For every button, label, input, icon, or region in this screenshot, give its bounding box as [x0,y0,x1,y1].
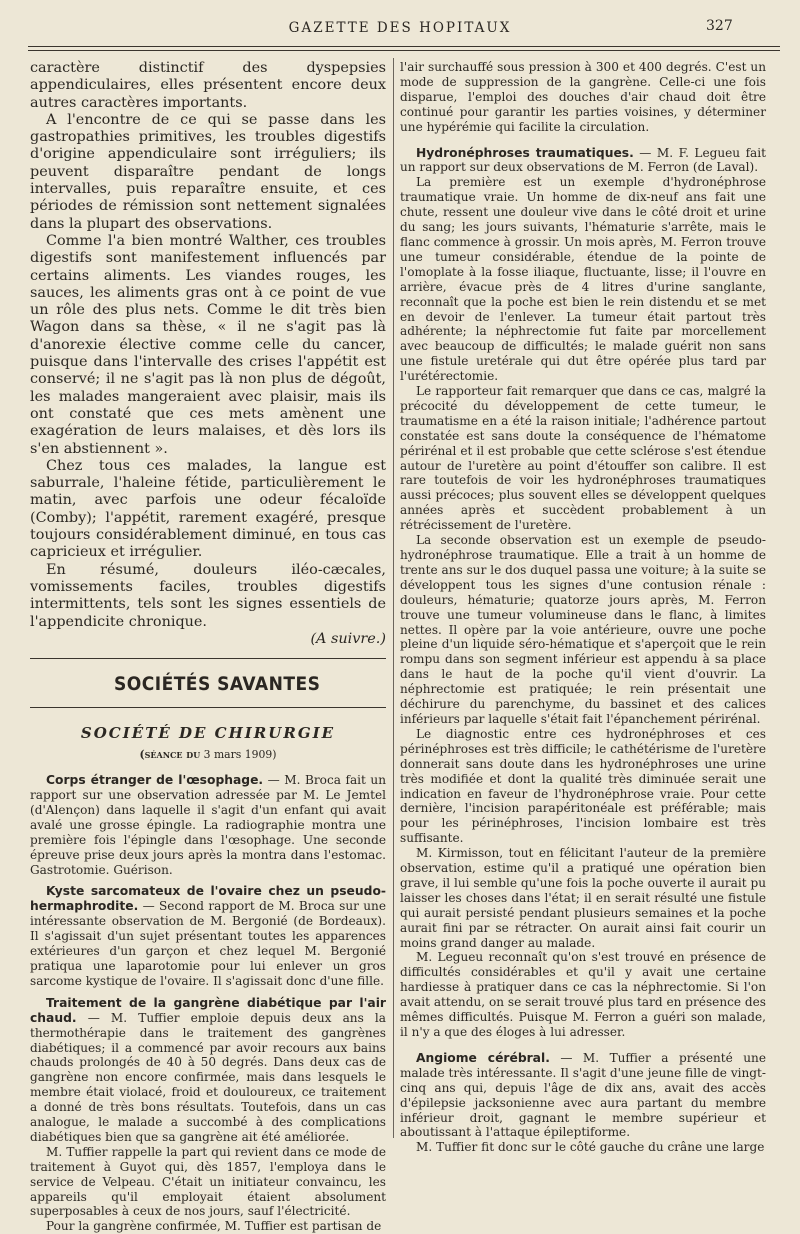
article-title: Angiome cérébral. [416,1050,550,1065]
article-text: — M. F. Legueu fait un rapport sur deux observations de M. Ferron (de Laval). [400,145,766,175]
article-title: Corps étranger de l'œsophage. [46,773,264,788]
left-column [30,60,386,1234]
appendicitis-article [30,60,386,648]
paragraph: La première est un exemple d'hydronéphrose traumatique vraie. Un homme de dix-neuf ans fait une chute, ressent une douleur vive dans le côté droit et urine du sang; les jours suivants, l'hématurie s'arrête, mais le flanc commence à grossir. Un mois après, M. Ferron trouve une tumeur considérable, étendue de la pointe de l'omoplate à la fosse iliaque, fluctuante, lisse; il l'ouvre en arrière, évacue près de 4 litres d'urine sanglante, reconnaît que la poche est bien le rein distendu et se met en devoir de l'enlever. La tumeur était partout très adhérente; la néphrectomie fut faite par morcellement avec beaucoup de difficultés; le malade guérit non sans une fistule uretérale qui dut être opérée plus tard par l'urétérectomie. [400,175,766,384]
article-text: — M. Tuffier emploie depuis deux ans la thermothérapie dans le traitement des gangrènes diabétiques; il a commencé par avoir recours aux bains chauds prolongés de 40 à 50 degrés. Dans deux cas de gangrène non encore confirmée, mais dans lesquels le membre était violacé, froid et douloureux, ce traitement a donné de très bons résultats. Toutefois, dans un cas analogue, le malade a succombé à des complications diabétiques bien que sa gangrène ait été améliorée. [30,1010,386,1144]
paragraph: caractère distinctif des dyspepsies appendiculaires, elles présentent encore deux autres caractères importants. [30,60,386,111]
spacer [30,877,386,884]
page-number: 327 [706,18,733,34]
article-title: Kyste sarcomateux de l'ovaire chez un pseudo-hermaphrodite. [30,884,386,914]
paragraph: Chez tous ces malades, la langue est saburrale, l'haleine fétide, particulièrement le matin, avec parfois une odeur fécaloïde (Comby); l'appétit, rarement exagéré, presque toujours considérablement diminué, en tous cas capricieux et irrégulier. [30,457,386,561]
paragraph: Pour la gangrène confirmée, M. Tuffier est partisan de [46,1219,382,1234]
paragraph: La seconde observation est un exemple de pseudo-hydronéphrose traumatique. Elle a trait à un homme de trente ans sur le dos duquel passa une voiture; à la suite se développent tous les signes d'une contusion rénale : douleurs, hématurie; quatorze jours après, M. Ferron trouve une tumeur volumineuse dans le flanc, à limites nettes. Il opère par la voie antérieure, ouvre une poche pleine d'un liquide séro-hématique et s'aperçoit que le rein rompu dans son segment inférieur est appendu à sa place dans le haut de la poche qu'il vient d'ouvrir. La néphrectomie est pratiquée; le rein présentait une déchirure du parenchyme, du bassinet et des calices inférieurs par laquelle s'était fait l'épanchement périrénal. [400,533,766,726]
spacer [30,989,386,996]
article-text: — M. Broca fait un rapport sur une observation adressée par M. Le Jemtel (d'Alençon) dans laquelle il s'agit d'un enfant qui avait avalé une grosse épingle. La radiographie montra une première fois l'épingle dans l'œsophage. Une seconde épreuve prise deux jours après la montra dans l'estomac. Gastrotomie. Guérison. [30,773,386,877]
article-title: Traitement de la gangrène diabétique par l'air chaud. [30,995,386,1025]
paragraph: M. Tuffier fit donc sur le côté gauche du crâne une large [416,1140,765,1155]
spacer [400,1040,766,1051]
article-paragraph [30,773,386,877]
article-text: — M. Tuffier a présenté une malade très intéressante. Il s'agit d'une jeune fille de vingt-cinq ans qui, depuis l'âge de dix ans, avait des accès d'épilepsie jacksonienne avec aura partant du membre inférieur droit, gagnant le membre supérieur et aboutissant à l'attaque épileptiforme. [400,1050,766,1140]
paragraph: M. Legueu reconnaît qu'on s'est trouvé en présence de difficultés considérables et qu'il y avait une certaine hardiesse à pratiquer dans ce cas la néphrectomie. Si l'on avait attendu, on se serait trouvé plus tard en présence des mêmes difficultés. Puisque M. Ferron a guéri son malade, il n'y a que des éloges à lui adresser. [400,950,766,1039]
article-text: — Second rapport de M. Broca sur une intéressante observation de M. Bergonié (de Bordeaux). Il s'agissait d'un sujet présentant toutes les apparences extérieures d'un garçon et chez lequel M. Bergonié pratiqua une laparotomie pour lui enlever un gros sarcome kystique de l'ovaire. Il s'agissait donc d'une fille. [30,899,386,988]
paragraph: l'air surchauffé sous pression à 300 et 400 degrés. C'est un mode de suppression de la gangrène. Celle-ci une fois disparue, l'emploi des douches d'air chaud doit être continué pour garantir les parties voisines, y déterminer une hypérémie qui facilite la circulation. [400,60,766,134]
paragraph: Comme l'a bien montré Walther, ces troubles digestifs sont manifestement influencés par certains aliments. Les viandes rouges, les sauces, les aliments gras ont à ce point de vue un rôle des plus nets. Comme le dit très bien Wagon dans sa thèse, « il ne s'agit pas là d'anorexie élective comme celle du cancer, puisque dans l'intervalle des crises l'appétit est conservé; il ne s'agit pas là non plus de dégoût, les malades mangeraient avec plaisir, mais ils ont constaté que ces mets amènent une exagération de leurs malaises, et dès lors ils s'en abstiennent ». [30,232,386,457]
paragraph: M. Tuffier rappelle la part qui revient dans ce mode de traitement à Guyot qui, dès 1857, l'employa dans le service de Velpeau. C'était un initiateur convaincu, les appareils qu'il employait étaient absolument superposables à ceux de nos jours, sauf l'électricité. [30,1144,386,1219]
session-date [30,748,386,761]
header-rule [28,46,780,47]
to-follow-note: (A suivre.) [310,630,386,647]
session-prefix: (séance du [139,748,201,762]
running-head: GAZETTE DES HOPITAUX [288,20,512,36]
paragraph: Le rapporteur fait remarquer que dans ce cas, malgré la précocité du développement de cette tumeur, le traumatisme en a été la raison initiale; l'adhérence partout constatée est sans doute la conséquence de l'hématome périrénal et il est probable que cette sclérose s'est étendue autour de l'uretère au point d'étouffer son calibre. Il est rare toutefois de voir les hydronéphroses traumatiques aussi précoces; plus souvent elles se développent quelques années après et succèdent probablement à un rétrécissement de l'uretère. [400,384,766,533]
section-rule [30,658,386,659]
article-paragraph [30,884,386,988]
society-articles [30,773,386,1234]
article-paragraph [400,1051,766,1140]
article-paragraph [30,996,386,1145]
paragraph: A l'encontre de ce qui se passe dans les gastropathies primitives, les troubles digestifs d'origine appendiculaire sont irréguliers; ils peuvent disparaître pendant de longs intervalles, puis reparaître ensuite, et ces périodes de rémission sont nettement signalées dans la plupart des observations. [30,111,386,232]
paragraph: Le diagnostic entre ces hydronéphroses et ces périnéphroses est très difficile; le cathétérisme de l'uretère donnerait sans doute dans les hydronéphroses une urine très modifiée et dont la qualité très diminuée serait une indication en faveur de l'hydronéphrose vraie. Pour cette dernière, l'incision parapéritonéale est préférable; mais pour les périnéphroses, l'incision lombaire est très suffisante. [400,726,766,846]
column-divider [393,58,394,1138]
right-column [400,60,766,1155]
article-title: Hydronéphroses traumatiques. [416,145,634,160]
paragraph: M. Kirmisson, tout en félicitant l'auteur de la première observation, estime qu'il a pratiqué une opération bien grave, il lui semble qu'une fois la poche ouverte il aurait pu laisser les choses dans l'état; il en serait résulté une fistule qui aurait persisté pendant plusieurs semaines et la poche aurait fini par se rétracter. On aurait ainsi fait courir un moins grand danger au malade. [400,846,766,950]
article-paragraph [400,146,766,176]
session-date-value: 3 mars 1909) [203,748,277,762]
header-rule-thin [28,50,780,51]
society-name: SOCIÉTÉ DE CHIRURGIE [80,724,336,743]
paragraph: En résumé, douleurs iléo-cæcales, vomissements faciles, troubles digestifs intermittents, tels sont les signes essentiels de l'appendicite chronique. [30,561,386,630]
section-title: SOCIÉTÉS SAVANTES [114,673,321,696]
section-rule [30,707,386,708]
spacer [400,135,766,146]
